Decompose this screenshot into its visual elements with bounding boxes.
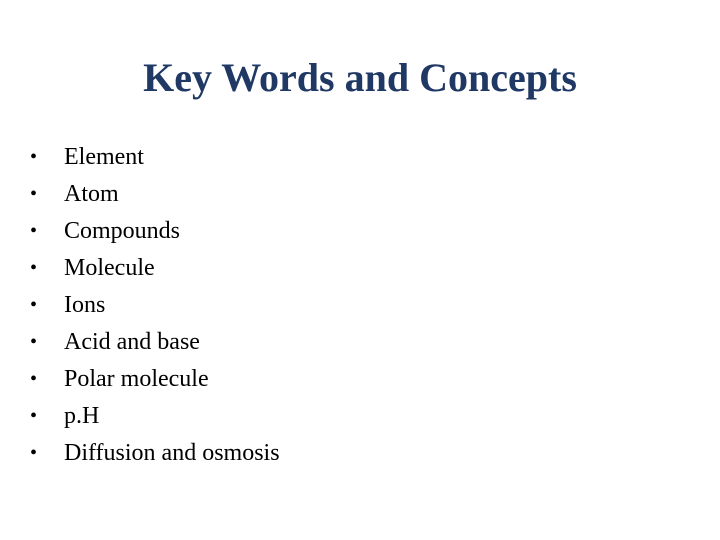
slide-title: Key Words and Concepts	[143, 55, 577, 100]
bullet-dot-icon: •	[30, 294, 38, 316]
bullet-item	[30, 176, 280, 213]
bullet-dot-icon: •	[30, 183, 38, 205]
bullet-dot-icon: •	[30, 257, 38, 279]
bullet-item	[30, 213, 280, 250]
bullet-dot-icon: •	[30, 405, 38, 427]
bullet-item	[30, 250, 280, 287]
bullet-dot-icon: •	[30, 220, 38, 242]
bullet-text: Diffusion and osmosis	[64, 440, 280, 466]
bullet-text: Acid and base	[64, 329, 200, 355]
bullet-dot-icon: •	[30, 442, 38, 464]
bullet-text: Ions	[64, 292, 106, 318]
bullet-item	[30, 139, 280, 176]
bullet-text: Molecule	[64, 255, 155, 281]
bullet-dot-icon: •	[30, 146, 38, 168]
bullet-item	[30, 287, 280, 324]
bullet-dot-icon: •	[30, 368, 38, 390]
bullet-list	[30, 139, 280, 472]
bullet-text: Compounds	[64, 218, 181, 244]
bullet-text: Element	[64, 144, 144, 170]
bullet-item	[30, 324, 280, 361]
bullet-item	[30, 435, 280, 472]
bullet-item	[30, 398, 280, 435]
bullet-text: Atom	[64, 181, 119, 207]
bullet-item	[30, 361, 280, 398]
bullet-text: Polar molecule	[64, 366, 209, 392]
bullet-text: p.H	[64, 403, 100, 429]
bullet-dot-icon: •	[30, 331, 38, 353]
